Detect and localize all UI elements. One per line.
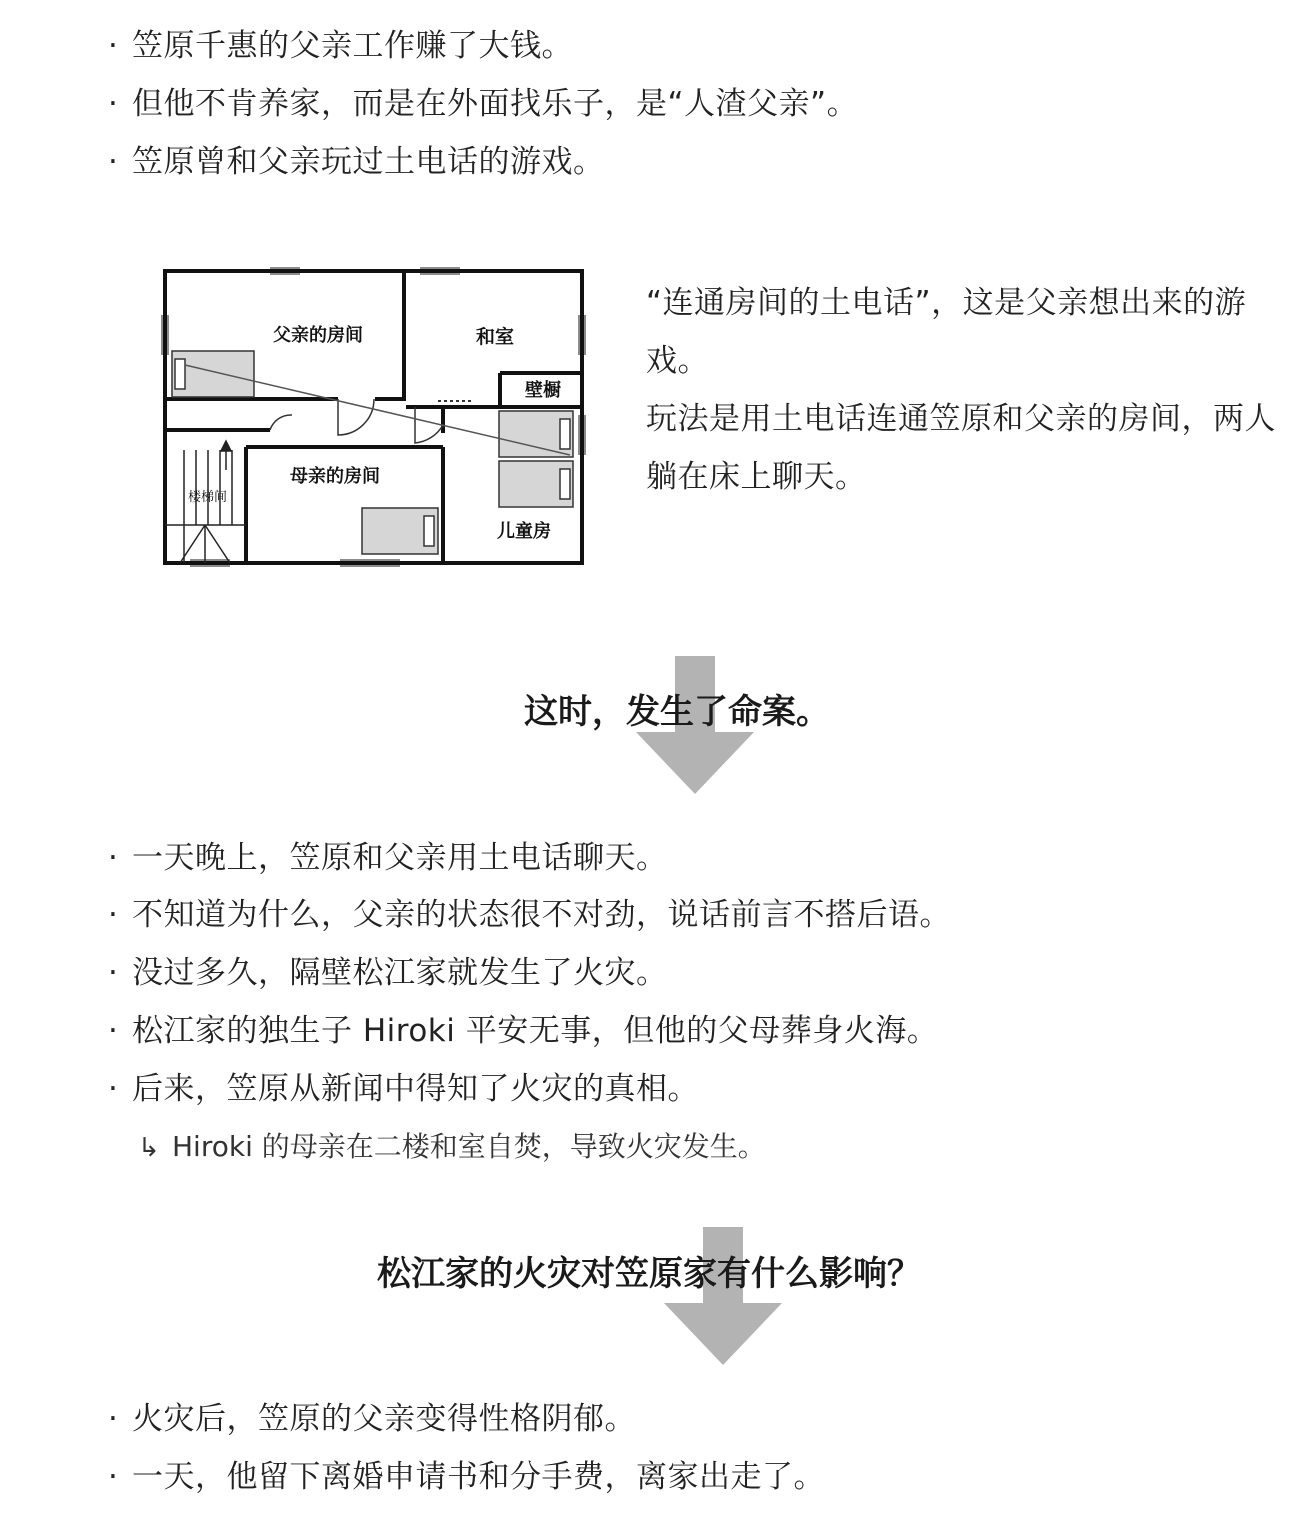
room-label-child: 儿童房: [497, 521, 551, 542]
list-item: [108, 1011, 938, 1051]
list-item: [108, 142, 605, 182]
list-item-text: 笠原千惠的父亲工作赚了大钱。: [132, 28, 573, 64]
list-item-text: 没过多久，隔壁松江家就发生了火灾。: [132, 955, 668, 991]
list-item-text: 松江家的独生子 Hiroki 平安无事，但他的父母葬身火海。: [132, 1013, 939, 1049]
list-item-text: 不知道为什么，父亲的状态很不对劲，说话前言不搭后语。: [132, 897, 951, 933]
bullet-mark: ·: [108, 1013, 119, 1049]
bullet-mark: ·: [108, 86, 119, 122]
description-paragraph: 玩法是用土电话连通笠原和父亲的房间，两人躺在床上聊天。: [646, 401, 1276, 495]
list-item: [108, 1069, 699, 1109]
bullet-mark: ·: [108, 144, 119, 180]
list-item-text: 一天，他留下离婚申请书和分手费，离家出走了。: [132, 1459, 825, 1495]
room-label-closet: 壁橱: [525, 380, 561, 401]
list-item: [108, 895, 951, 935]
floor-plan-diagram: [160, 265, 590, 570]
bullet-mark: ·: [108, 840, 119, 876]
room-label-stairs: 楼梯间: [188, 490, 228, 505]
string-phone-line: [185, 365, 570, 455]
room-label-father: 父亲的房间: [273, 325, 363, 346]
sub-list-item: [138, 1127, 766, 1168]
sub-arrow-icon: ↳: [138, 1133, 160, 1163]
bullet-mark: ·: [108, 955, 119, 991]
list-item-text: 后来，笠原从新闻中得知了火灾的真相。: [132, 1071, 699, 1107]
sub-item-text: Hiroki 的母亲在二楼和室自焚，导致火灾发生。: [172, 1130, 766, 1163]
list-item: [108, 84, 858, 124]
list-item: [108, 953, 668, 993]
room-label-washitsu: 和室: [476, 326, 515, 348]
list-item-text: 但他不肯养家，而是在外面找乐子，是“人渣父亲”。: [132, 86, 859, 122]
description-paragraph: “连通房间的土电话”，这是父亲想出来的游戏。: [646, 285, 1247, 379]
room-label-mother: 母亲的房间: [290, 466, 380, 487]
bullet-mark: ·: [108, 1401, 119, 1437]
bullet-mark: ·: [108, 1459, 119, 1495]
bullet-mark: ·: [108, 28, 119, 64]
section-heading: 松江家的火灾对笠原家有什么影响？: [377, 1254, 921, 1294]
list-item: [108, 1399, 636, 1439]
list-item: [108, 26, 573, 66]
bullet-mark: ·: [108, 897, 119, 933]
list-item: [108, 1457, 825, 1497]
list-item-text: 火灾后，笠原的父亲变得性格阴郁。: [132, 1401, 636, 1437]
list-item: [108, 838, 668, 878]
list-item-text: 笠原曾和父亲玩过土电话的游戏。: [132, 144, 605, 180]
bullet-mark: ·: [108, 1071, 119, 1107]
section-heading: 这时，发生了命案。: [524, 692, 830, 732]
floorplan-description: [646, 274, 1296, 506]
list-item-text: 一天晚上，笠原和父亲用土电话聊天。: [132, 840, 668, 876]
